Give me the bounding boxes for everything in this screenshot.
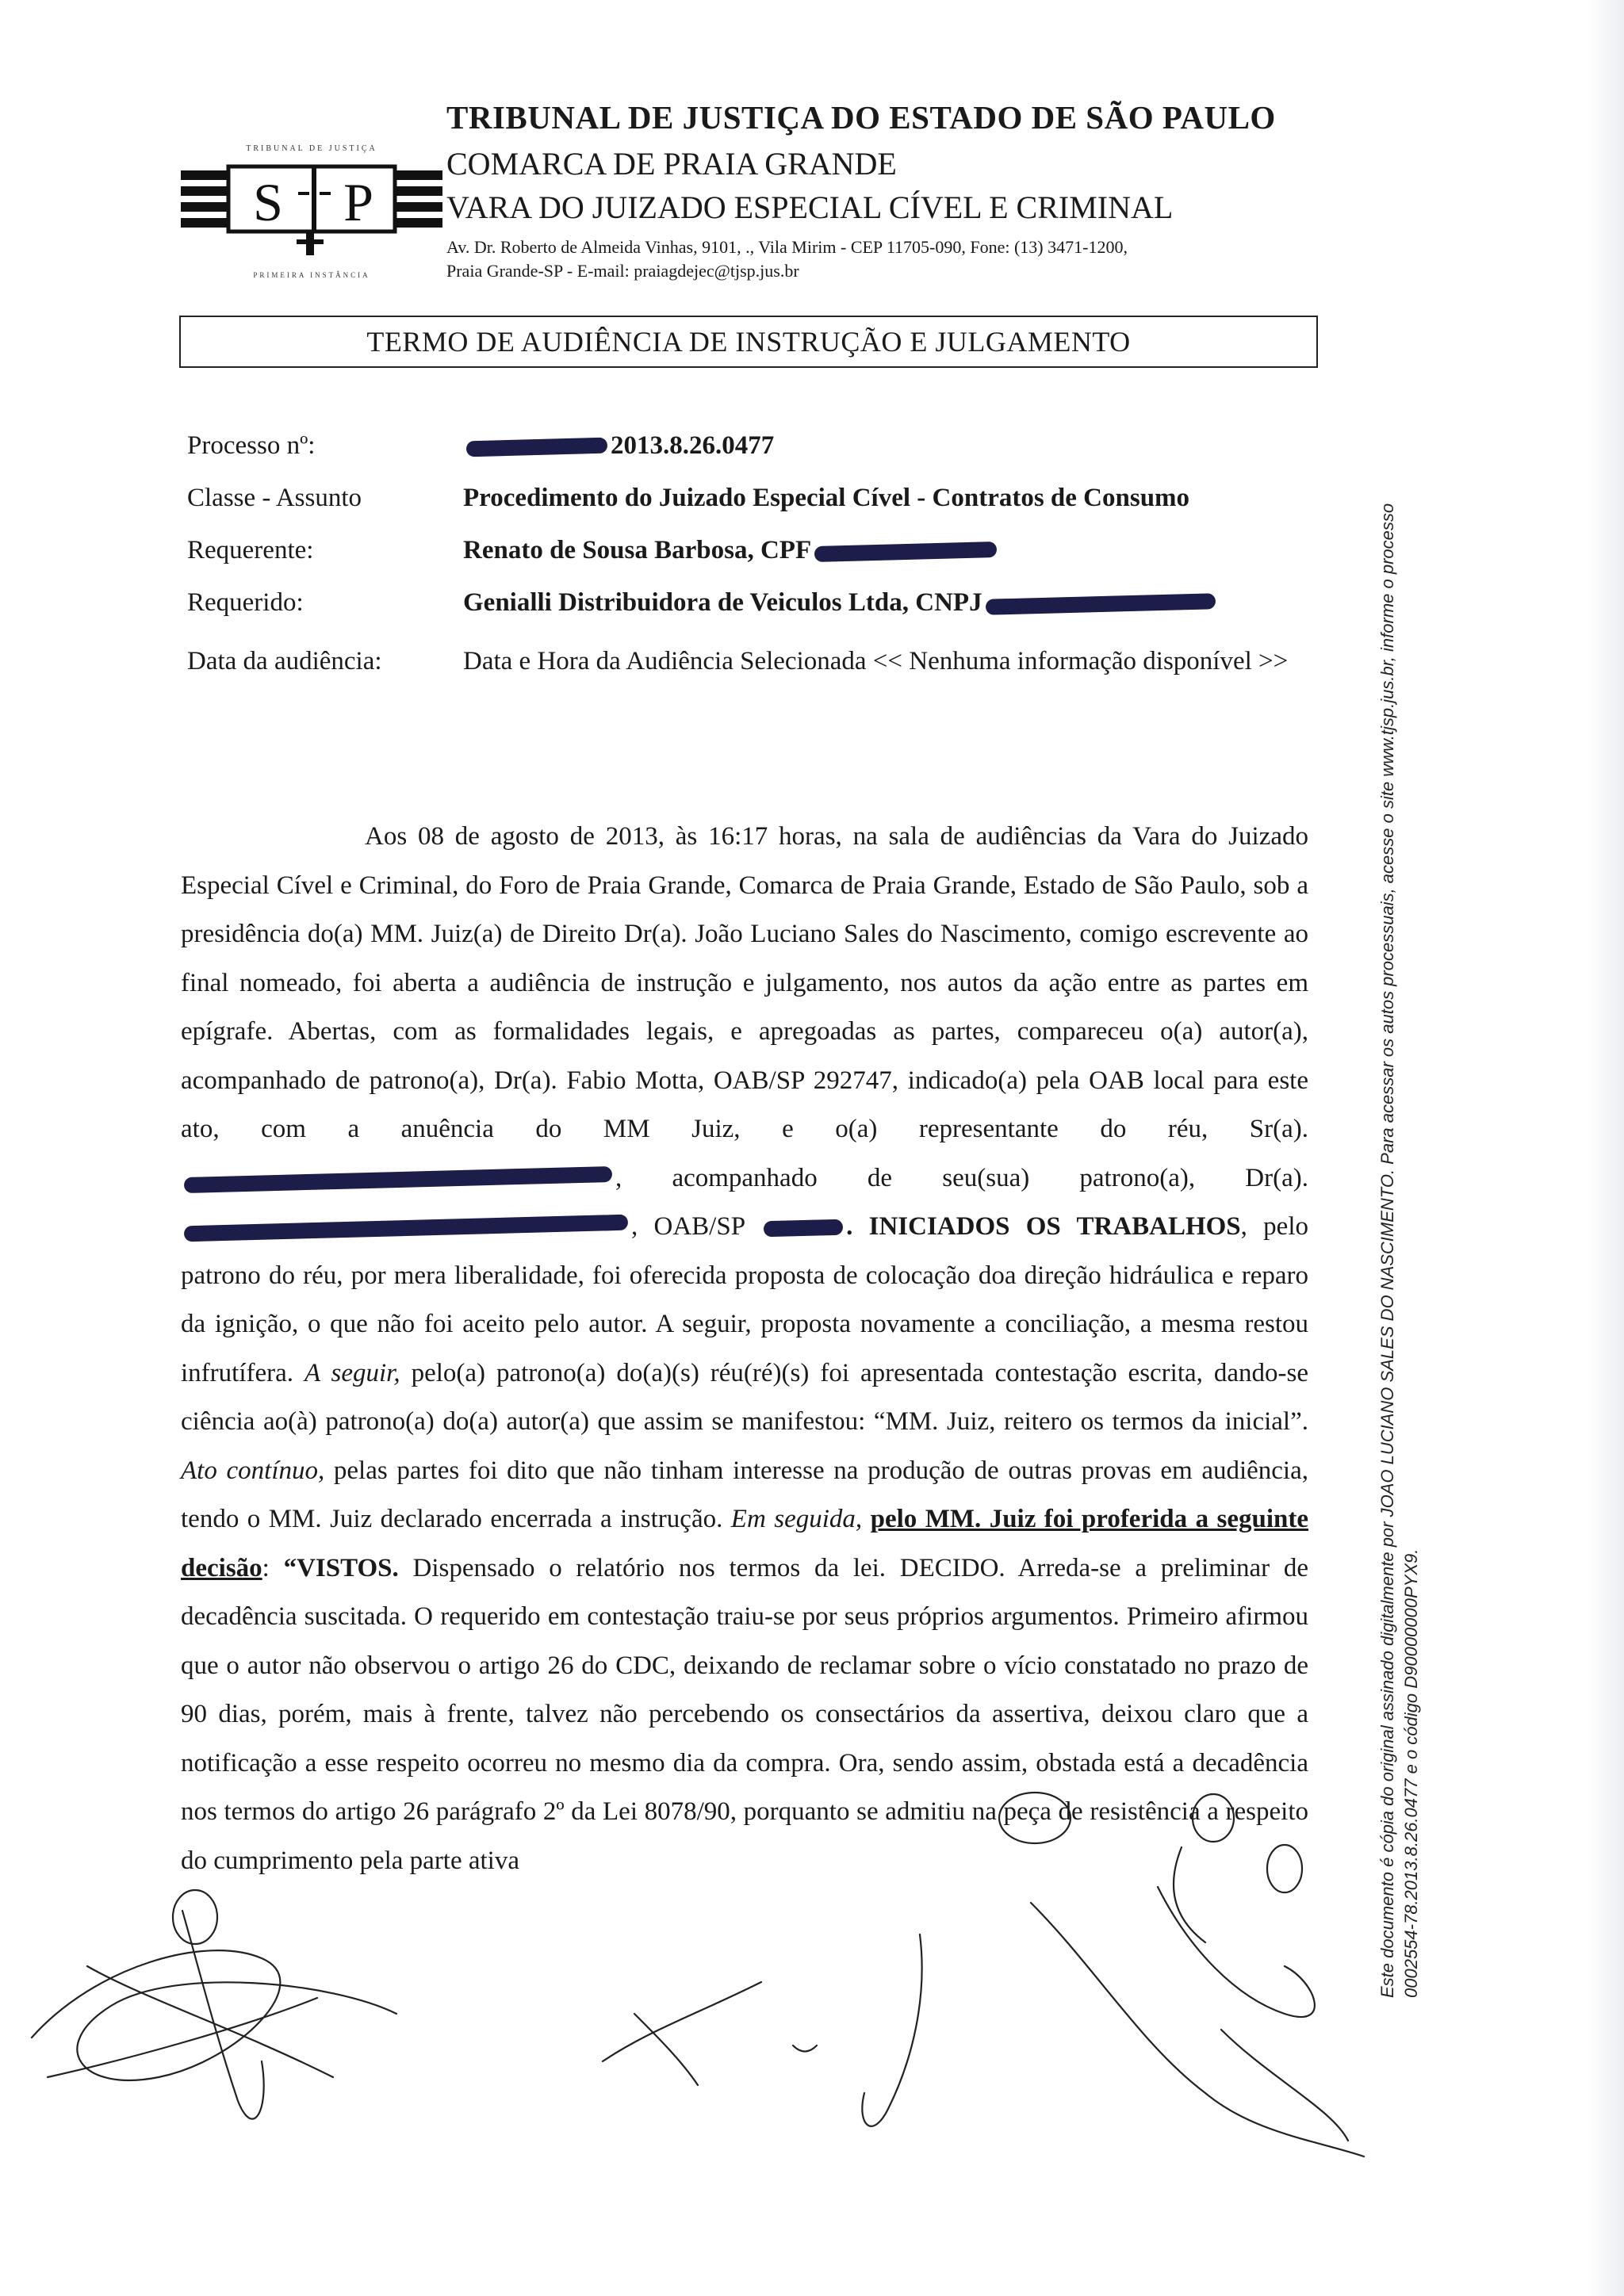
- body-text-p6: A seguir,: [304, 1358, 400, 1387]
- requerido-value-wrap: [463, 585, 1329, 620]
- document-title: TERMO DE AUDIÊNCIA DE INSTRUÇÃO E JULGAMENTO: [366, 326, 1131, 358]
- requerente-label: Requerente:: [187, 536, 314, 564]
- court-name: TRIBUNAL DE JUSTIÇA DO ESTADO DE SÃO PAULO: [446, 99, 1276, 136]
- logo-text-top: TRIBUNAL DE JUSTIÇA: [246, 144, 377, 153]
- requerido-label: Requerido:: [187, 588, 304, 617]
- redaction-mark: [985, 594, 1215, 616]
- svg-text:P: P: [343, 172, 373, 232]
- redaction-mark: [814, 541, 997, 562]
- body-text-p4: . INICIADOS OS TRABALHOS: [846, 1212, 1241, 1241]
- requerido-value: Genialli Distribuidora de Veiculos Ltda, CNPJ: [463, 588, 982, 617]
- body-text-p8: Ato contínuo,: [181, 1456, 325, 1485]
- requerente-value: Renato de Sousa Barbosa, CPF: [463, 536, 812, 564]
- address-line-2: Praia Grande-SP - E-mail: praiagdejec@tjsp.jus.br: [446, 261, 799, 281]
- body-text-p9: pelas partes foi dito que não tinham interesse na produção de outras provas em audiência, tendo o MM. Juiz declarado encerrada a instrução.: [181, 1456, 1308, 1533]
- redaction-mark: [466, 438, 607, 457]
- meta-row-classe: [187, 480, 1329, 515]
- body-text-p3: , OAB/SP: [631, 1212, 745, 1241]
- redaction-mark: [184, 1215, 628, 1242]
- processo-value-wrap: [463, 428, 1329, 463]
- address-line-1: Av. Dr. Roberto de Almeida Vinhas, 9101, ., Vila Mirim - CEP 11705-090, Fone: (13) 3471-1200,: [446, 237, 1128, 257]
- case-metadata: [187, 428, 1329, 702]
- logo-text-bottom: PRIMEIRA INSTÂNCIA: [253, 271, 370, 279]
- redaction-mark: [764, 1219, 843, 1238]
- body-paragraph: [181, 813, 1308, 1885]
- body-text-p14: Dispensado o relatório nos termos da lei. DECIDO. Arreda-se a preliminar de decadência suscitada. O requerido em contestação traiu-se por seus próprios argumentos. Primeiro afirmou que o autor não observou o artigo 26 do CDC, deixando de reclamar sobre o vício constatado no prazo de 90 dias, porém, mais à frente, talvez não percebendo os consectários da assertiva, deixou claro que a notificação a esse respeito ocorreu no mesmo dia da compra. Ora, sendo assim, obstada está a decadência nos termos do artigo 26 parágrafo 2º da Lei 8078/90, porquanto se admitiu na peça de resistência a respeito do cumprimento pela parte ativa: [181, 1553, 1309, 1875]
- document-title-box: [179, 316, 1318, 368]
- classe-value: Procedimento do Juizado Especial Cível - Contratos de Consumo: [463, 484, 1190, 512]
- meta-row-data: [187, 637, 1329, 685]
- comarca-name: COMARCA DE PRAIA GRANDE: [446, 146, 897, 182]
- meta-row-processo: [187, 428, 1329, 463]
- svg-text:S: S: [253, 172, 283, 232]
- body-text-p5: , pelo patrono do réu, por mera liberalidade, foi oferecida proposta de colocação doa direção hidráulica e reparo da ignição, o que não foi aceito pelo autor. A seguir, proposta novamente a conciliação, a mesma restou infrutífera.: [181, 1212, 1308, 1387]
- court-address: [446, 235, 1128, 283]
- body-text-p13: “VISTOS.: [283, 1553, 399, 1582]
- data-value: Data e Hora da Audiência Selecionada << Nenhuma informação disponível >>: [463, 647, 1289, 675]
- body-text-p11: pelo MM. Juiz foi proferida a seguinte decisão: [181, 1505, 1309, 1582]
- body-text-p10: Em seguida,: [730, 1505, 863, 1533]
- page-edge-shadow: [1588, 0, 1624, 2296]
- body-text-p2: , acompanhado de seu(sua) patrono(a), Dr(a).: [615, 1163, 1308, 1192]
- redaction-mark: [184, 1166, 612, 1193]
- processo-label: Processo nº:: [187, 431, 316, 460]
- body-text-p7: pelo(a) patrono(a) do(a)(s) réu(ré)(s) foi apresentada contestação escrita, dando-se ciência ao(à) patrono(a) do(a) autor(a) que assim se manifestou: “MM. Juiz, reitero os termos da inicial”.: [181, 1358, 1308, 1436]
- meta-row-requerido: [187, 585, 1329, 620]
- court-logo: [181, 143, 442, 281]
- requerente-value-wrap: [463, 533, 1329, 568]
- body-text-p1: Aos 08 de agosto de 2013, às 16:17 horas, na sala de audiências da Vara do Juizado Especial Cível e Criminal, do Foro de Praia Grande, Comarca de Praia Grande, Estado de São Paulo, sob a presidência do(a) MM. Juiz(a) de Direito Dr(a). João Luciano Sales do Nascimento, comigo escrevente ao final nomeado, foi aberta a audiência de instrução e julgamento, nos autos da ação entre as partes em epígrafe. Abertas, com as formalidades legais, e apregoadas as partes, compareceu o(a) autor(a), acompanhado de patrono(a), Dr(a). Fabio Motta, OAB/SP 292747, indicado(a) pela OAB local para este ato, com a anuência do MM Juiz, e o(a) representante do réu, Sr(a).: [181, 822, 1308, 1143]
- body-text-p12: :: [262, 1553, 270, 1582]
- digital-signature-stamp: [1376, 412, 1423, 1998]
- processo-value: 2013.8.26.0477: [611, 431, 775, 460]
- stamp-line-1: Este documento é cópia do original assinado digitalmente por JOAO LUCIANO SALES DO NASCIMENTO. Para acessar os autos processuais, acesse o site www.tjsp.jus.br, informe o processo: [1377, 503, 1397, 1998]
- meta-row-requerente: [187, 533, 1329, 568]
- vara-name: VARA DO JUIZADO ESPECIAL CÍVEL E CRIMINAL: [446, 189, 1174, 225]
- data-label: Data da audiência:: [187, 647, 382, 675]
- stamp-line-2: 0002554-78.2013.8.26.0477 e o código D90000000PYX9.: [1401, 1548, 1421, 1998]
- hearing-minutes-body: [181, 813, 1308, 1885]
- classe-label: Classe - Assunto: [187, 484, 362, 512]
